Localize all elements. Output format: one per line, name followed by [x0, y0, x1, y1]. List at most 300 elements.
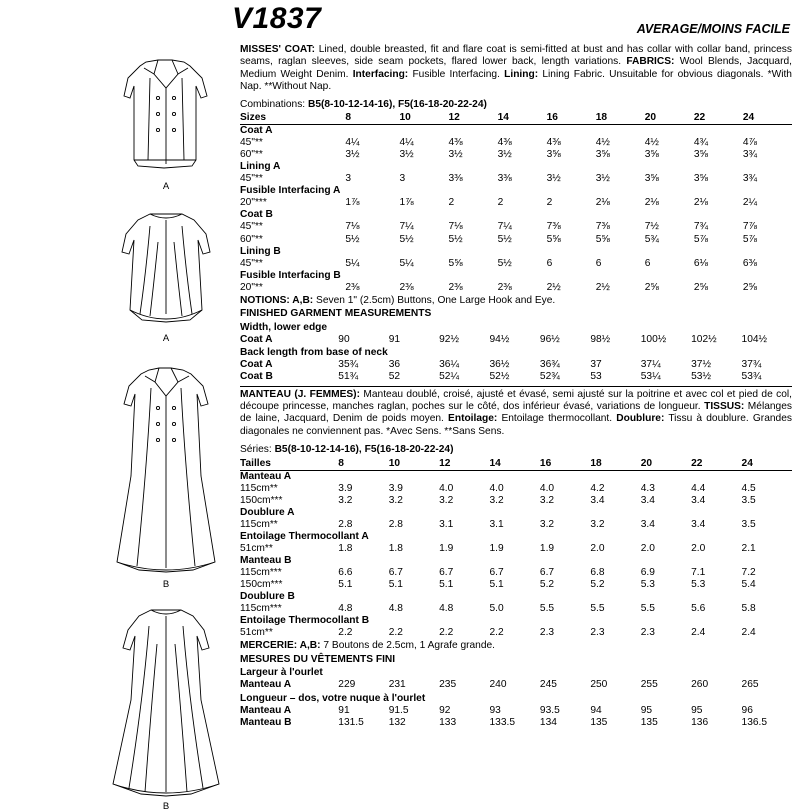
cell: 3.5 [741, 494, 756, 506]
cell: 4½ [595, 137, 610, 149]
cell: 2⅜ [345, 281, 360, 293]
series-label: Séries: [240, 444, 272, 456]
header [0, 0, 800, 40]
cell: 6.7 [388, 566, 403, 578]
cell: 255 [640, 679, 658, 691]
cell: 3⅝ [693, 173, 708, 185]
table-row [240, 371, 792, 383]
tailles-label: Tailles [240, 458, 338, 471]
table-row [240, 185, 792, 197]
cell: 2.0 [691, 542, 706, 554]
english-description-lead: MISSES' COAT: [240, 44, 315, 55]
cell: 2⅝ [693, 281, 708, 293]
cell: 2⅝ [742, 281, 758, 293]
size-col: 8 [338, 458, 388, 471]
illustration-coat-a-back [96, 202, 236, 344]
width-label: 150cm*** [240, 494, 283, 506]
french-description [240, 389, 792, 439]
cell: 3½ [497, 149, 512, 161]
french-yardage-table [240, 458, 792, 639]
cell: 3½ [448, 149, 463, 161]
table-row [240, 173, 792, 185]
row-label: Coat A [240, 125, 273, 137]
tailles-header-row [240, 458, 792, 471]
cell: 2 [448, 197, 455, 209]
row-label: Entoilage Thermocollant A [240, 530, 369, 542]
cell: 3.4 [640, 518, 655, 530]
cell: 4.0 [539, 482, 555, 494]
cell: 1.9 [489, 542, 504, 554]
size-col: 24 [743, 112, 792, 125]
cell: 3.4 [691, 518, 706, 530]
cell: 51¾ [338, 371, 359, 383]
cell: 2.8 [338, 518, 353, 530]
table-row [240, 483, 792, 495]
table-row [240, 543, 792, 555]
entoilage-body: Entoilage thermocollant. [501, 413, 613, 425]
cell: 6.7 [489, 566, 504, 578]
cell: 4⅜ [546, 137, 561, 149]
width-label: 115cm** [240, 518, 278, 530]
width-label: 20"*** [240, 197, 267, 209]
cell: 36¾ [539, 359, 560, 371]
cell: 2 [497, 197, 504, 209]
cell: 2⅝ [644, 281, 659, 293]
notions-lead: NOTIONS: A,B: [240, 294, 314, 306]
cell: 240 [489, 679, 507, 691]
row-label: Coat A [240, 333, 273, 345]
cell: 52 [388, 371, 401, 383]
cell: 2.3 [539, 627, 555, 639]
cell: 1⅞ [345, 197, 360, 209]
cell: 5.2 [539, 579, 555, 590]
interfacing-lead: Interfacing: [352, 68, 409, 80]
cell: 133.5 [489, 716, 516, 728]
row-label: Manteau A [240, 470, 292, 482]
back-length-head: Back length from base of neck [240, 347, 388, 358]
table-row [240, 270, 792, 282]
cell: 5½ [497, 233, 512, 245]
cell: 37 [590, 359, 602, 371]
combinations-label: Combinations: [240, 98, 306, 110]
cell: 4.3 [640, 482, 655, 494]
coat-a-back-drawing [106, 202, 226, 332]
cell: 4⅞ [742, 137, 758, 149]
cell: 6⅛ [693, 257, 708, 269]
size-col: 10 [399, 112, 448, 125]
series-line [240, 444, 792, 456]
cell: 95 [691, 704, 703, 716]
cell: 53¾ [741, 371, 762, 383]
width-label: 115cm** [240, 482, 278, 494]
illustration-coat-b-back [96, 600, 236, 812]
lining-lead: Lining: [504, 68, 539, 80]
cell: 5.3 [691, 579, 706, 590]
size-col: 18 [596, 112, 645, 125]
cell: 7¾ [693, 221, 708, 233]
table-row [240, 495, 792, 507]
cell: 100½ [640, 333, 667, 345]
cell: 3⅝ [595, 149, 610, 161]
cell: 3½ [399, 149, 414, 161]
size-col: 16 [540, 458, 590, 471]
cell: 2⅜ [399, 281, 414, 293]
table-row [240, 519, 792, 531]
french-description-lead: MANTEAU (J. FEMMES): [240, 388, 360, 400]
cell: 7⅛ [345, 221, 360, 233]
tissus-lead: TISSUS: [704, 400, 745, 412]
cell: 3.2 [489, 494, 504, 506]
cell: 265 [741, 679, 759, 691]
width-label: 60"** [240, 233, 263, 245]
illustration-label: B [162, 579, 170, 590]
cell: 4½ [644, 137, 659, 149]
cell: 6 [644, 257, 651, 269]
size-col: 18 [590, 458, 640, 471]
cell: 5¼ [399, 257, 414, 269]
cell: 3⅜ [448, 173, 463, 185]
cell: 4.8 [338, 603, 353, 615]
cell: 5.1 [388, 579, 403, 590]
finished-backlength-table [240, 359, 792, 383]
illustration-label: A [162, 181, 170, 192]
largeur-head: Largeur à l'ourlet [240, 667, 323, 679]
cell: 53½ [691, 371, 711, 383]
row-label: Manteau A [240, 679, 292, 691]
cell: 92 [439, 704, 451, 716]
cell: 3.5 [741, 518, 756, 530]
table-row [240, 359, 792, 371]
longueur-head: Longueur – dos, votre nuque à l'ourlet [240, 692, 426, 704]
cell: 5.4 [741, 579, 756, 590]
cell: 3½ [595, 173, 610, 185]
cell: 3.4 [691, 494, 706, 506]
cell: 3½ [546, 173, 561, 185]
cell: 90 [338, 333, 350, 345]
cell: 2¼ [742, 197, 758, 209]
cell: 7.2 [741, 566, 756, 578]
cell: 95 [640, 704, 653, 716]
cell: 5¼ [345, 257, 360, 269]
notions-line [240, 295, 792, 307]
combinations-line [240, 99, 792, 111]
row-label: Fusible Interfacing A [240, 185, 341, 197]
english-description-body: Lined, double breasted, fit and flare coat is semi-fitted at bust and has collar with collar band, princess seams, raglan sleeves, side seam pockets, flared lower back, length variations. [240, 44, 792, 68]
cell: 5.1 [439, 579, 454, 590]
illustration-coat-a-front [96, 48, 236, 192]
illustration-coat-b-front [96, 356, 236, 590]
cell: 4⅜ [497, 137, 512, 149]
row-label: Manteau B [240, 716, 292, 728]
cell: 5½ [399, 233, 414, 245]
combinations-value: B5(8-10-12-14-16), F5(16-18-20-22-24) [307, 98, 487, 110]
cell: 3¾ [742, 173, 758, 185]
table-row [240, 334, 792, 346]
cell: 3 [345, 173, 352, 185]
cell: 91 [388, 333, 401, 345]
cell: 4.5 [741, 482, 756, 494]
cell: 7⅞ [742, 221, 758, 233]
english-yardage-table [240, 112, 792, 293]
cell: 1.9 [539, 542, 555, 554]
width-label: 45"** [240, 257, 263, 269]
cell: 2.2 [388, 627, 403, 639]
table-row [240, 555, 792, 567]
cell: 36½ [489, 359, 510, 371]
cell: 5⅞ [693, 233, 708, 245]
cell: 7⅛ [448, 221, 463, 233]
cell: 4¾ [693, 137, 708, 149]
cell: 92½ [439, 333, 459, 345]
cell: 7⅜ [595, 221, 610, 233]
cell: 7⅜ [546, 221, 561, 233]
cell: 3½ [345, 149, 360, 161]
cell: 7½ [644, 221, 659, 233]
cell: 37½ [691, 359, 711, 371]
english-yardage-body [240, 112, 792, 293]
width-lower-edge-head: Width, lower edge [240, 321, 328, 333]
cell: 235 [439, 679, 457, 691]
cell: 3 [399, 173, 406, 185]
cell: 3.2 [338, 494, 353, 506]
cell: 6 [546, 257, 553, 269]
cell: 134 [539, 716, 557, 728]
cell: 6.7 [539, 566, 555, 578]
cell: 3⅝ [546, 149, 561, 161]
french-longueur-table [240, 705, 792, 729]
cell: 135 [640, 716, 658, 728]
cell: 5⅝ [448, 257, 463, 269]
cell: 2.8 [388, 518, 403, 530]
cell: 3.2 [439, 494, 454, 506]
width-label: 150cm*** [240, 579, 283, 590]
cell: 3.2 [388, 494, 403, 506]
cell: 37¼ [640, 359, 661, 371]
size-col: 8 [345, 112, 399, 125]
cell: 1.8 [388, 542, 403, 554]
cell: 2.4 [691, 627, 706, 639]
cell: 2.1 [741, 542, 756, 554]
cell: 93.5 [539, 704, 560, 716]
english-description [240, 44, 792, 94]
cell: 5.6 [691, 603, 706, 615]
cell: 4.8 [388, 603, 403, 615]
illustration-label: A [162, 333, 170, 344]
cell: 2⅛ [644, 197, 659, 209]
cell: 5.1 [489, 579, 504, 590]
table-row [240, 603, 792, 615]
cell: 3.4 [590, 494, 605, 506]
row-label: Coat B [240, 371, 273, 383]
cell: 132 [388, 716, 406, 728]
cell: 36 [388, 359, 401, 371]
cell: 5⅝ [595, 233, 610, 245]
size-col: 14 [498, 112, 547, 125]
table-row [240, 470, 792, 483]
table-row [240, 627, 792, 639]
size-col: 10 [389, 458, 439, 471]
cell: 5.5 [640, 603, 655, 615]
cell: 2½ [595, 281, 610, 293]
table-row [240, 246, 792, 258]
lining-body: Lining Fabric. Unsuitable for obvious diagonals. *With Nap. **Without Nap. [240, 68, 792, 93]
cell: 52½ [489, 371, 510, 383]
cell: 6.6 [338, 566, 353, 578]
cell: 91.5 [388, 704, 409, 716]
size-col: 20 [641, 458, 691, 471]
row-label: Doublure A [240, 506, 295, 518]
width-label: 115cm*** [240, 603, 282, 615]
cell: 4¼ [399, 137, 414, 149]
cell: 91 [338, 704, 350, 716]
table-row [240, 679, 792, 691]
cell: 2⅜ [497, 281, 512, 293]
row-label: Entoilage Thermocollant B [240, 615, 370, 627]
row-label: Coat B [240, 209, 273, 221]
cell: 2.2 [489, 627, 504, 639]
cell: 6.8 [590, 566, 605, 578]
cell: 6.9 [640, 566, 655, 578]
cell: 3⅝ [644, 149, 659, 161]
notions-body: Seven 1" (2.5cm) Buttons, One Large Hook and Eye. [316, 294, 556, 306]
cell: 136 [691, 716, 709, 728]
cell: 3⅝ [693, 149, 708, 161]
doublure-lead: Doublure: [616, 413, 665, 425]
cell: 4.2 [590, 482, 605, 494]
table-row [240, 137, 792, 149]
illustration-label: B [162, 801, 170, 812]
width-label: 45"** [240, 137, 263, 149]
cell: 5⅝ [546, 233, 561, 245]
row-label: Manteau A [240, 704, 292, 716]
cell: 36¼ [439, 359, 459, 371]
cell: 6⅜ [742, 257, 758, 269]
cell: 5½ [448, 233, 463, 245]
cell: 5.1 [338, 579, 353, 590]
size-col: 12 [449, 112, 498, 125]
row-label: Manteau B [240, 554, 292, 566]
cell: 5.8 [741, 603, 756, 615]
cell: 3.2 [539, 518, 555, 530]
width-label: 20"** [240, 281, 263, 293]
interfacing-body: Fusible Interfacing. [412, 68, 500, 80]
cell: 3.1 [489, 518, 504, 530]
finished-width-table [240, 334, 792, 346]
table-row [240, 234, 792, 246]
table-row [240, 531, 792, 543]
french-largeur-table [240, 679, 792, 691]
coat-b-back-drawing [101, 600, 231, 800]
width-label: 60"** [240, 149, 263, 161]
cell: 2⅛ [693, 197, 708, 209]
cell: 5.5 [539, 603, 555, 615]
table-row [240, 717, 792, 729]
cell: 5⅞ [742, 233, 758, 245]
table-row [240, 125, 792, 138]
table-row [240, 149, 792, 161]
cell: 2.2 [439, 627, 454, 639]
cell: 102½ [691, 333, 717, 345]
table-row [240, 507, 792, 519]
cell: 2.2 [338, 627, 353, 639]
cell: 3.1 [439, 518, 454, 530]
cell: 245 [539, 679, 557, 691]
french-description-body: Manteau doublé, croisé, ajusté et évasé, semi ajusté sur la poitrine et avec col et pied de col, découpe princesse, manches raglan, poches sur le côté, dos inférieur évasé, variations de longueur. [240, 388, 792, 412]
cell: 6 [595, 257, 602, 269]
cell: 2.0 [590, 542, 605, 554]
cell: 104½ [741, 333, 768, 345]
cell: 5.3 [640, 579, 655, 590]
table-row [240, 197, 792, 209]
mercerie-lead: MERCERIE: A,B: [240, 640, 321, 652]
cell: 231 [388, 679, 406, 691]
size-col: 12 [439, 458, 489, 471]
size-col: 24 [742, 458, 792, 471]
row-label: Fusible Interfacing B [240, 269, 341, 281]
cell: 260 [691, 679, 709, 691]
size-col: 22 [694, 112, 743, 125]
coat-a-front-drawing [106, 48, 226, 180]
sizes-label: Sizes [240, 112, 345, 125]
cell: 5½ [345, 233, 360, 245]
cell: 7¼ [399, 221, 414, 233]
cell: 136.5 [741, 716, 768, 728]
cell: 7.1 [691, 566, 706, 578]
cell: 133 [439, 716, 457, 728]
cell: 2.4 [741, 627, 756, 639]
cell: 53 [590, 371, 602, 383]
entoilage-lead: Entoilage: [448, 413, 498, 425]
coat-b-front-drawing [101, 356, 231, 578]
series-value: B5(8-10-12-14-16), F5(16-18-20-22-24) [274, 444, 454, 456]
cell: 94½ [489, 333, 510, 345]
cell: 2⅛ [595, 197, 610, 209]
cell: 52¾ [539, 371, 560, 383]
sizes-header-row [240, 112, 792, 125]
cell: 6.7 [439, 566, 454, 578]
cell: 3.9 [338, 482, 353, 494]
cell: 1.9 [439, 542, 454, 554]
table-row [240, 567, 792, 579]
cell: 5¾ [644, 233, 659, 245]
cell: 3¾ [742, 149, 758, 161]
row-label: Lining B [240, 245, 281, 257]
row-label: Lining A [240, 161, 281, 173]
cell: 5.5 [590, 603, 605, 615]
table-row [240, 221, 792, 233]
illustration-column [96, 40, 236, 812]
cell: 2.0 [640, 542, 655, 554]
section-divider [240, 386, 792, 387]
table-row [240, 615, 792, 627]
size-col: 22 [691, 458, 741, 471]
width-label: 51cm** [240, 627, 273, 639]
size-col: 14 [490, 458, 540, 471]
cell: 4.0 [489, 482, 504, 494]
pattern-number: V1837 [232, 2, 322, 35]
cell: 94 [590, 704, 602, 716]
cell: 52¼ [439, 371, 459, 383]
cell: 53¼ [640, 371, 661, 383]
mercerie-body: 7 Boutons de 2.5cm, 1 Agrafe grande. [323, 640, 496, 652]
cell: 98½ [590, 333, 611, 345]
width-label: 45"** [240, 221, 263, 233]
cell: 5.0 [489, 603, 504, 615]
cell: 5½ [497, 257, 512, 269]
cell: 4.8 [439, 603, 454, 615]
size-col: 16 [547, 112, 596, 125]
table-row [240, 209, 792, 221]
